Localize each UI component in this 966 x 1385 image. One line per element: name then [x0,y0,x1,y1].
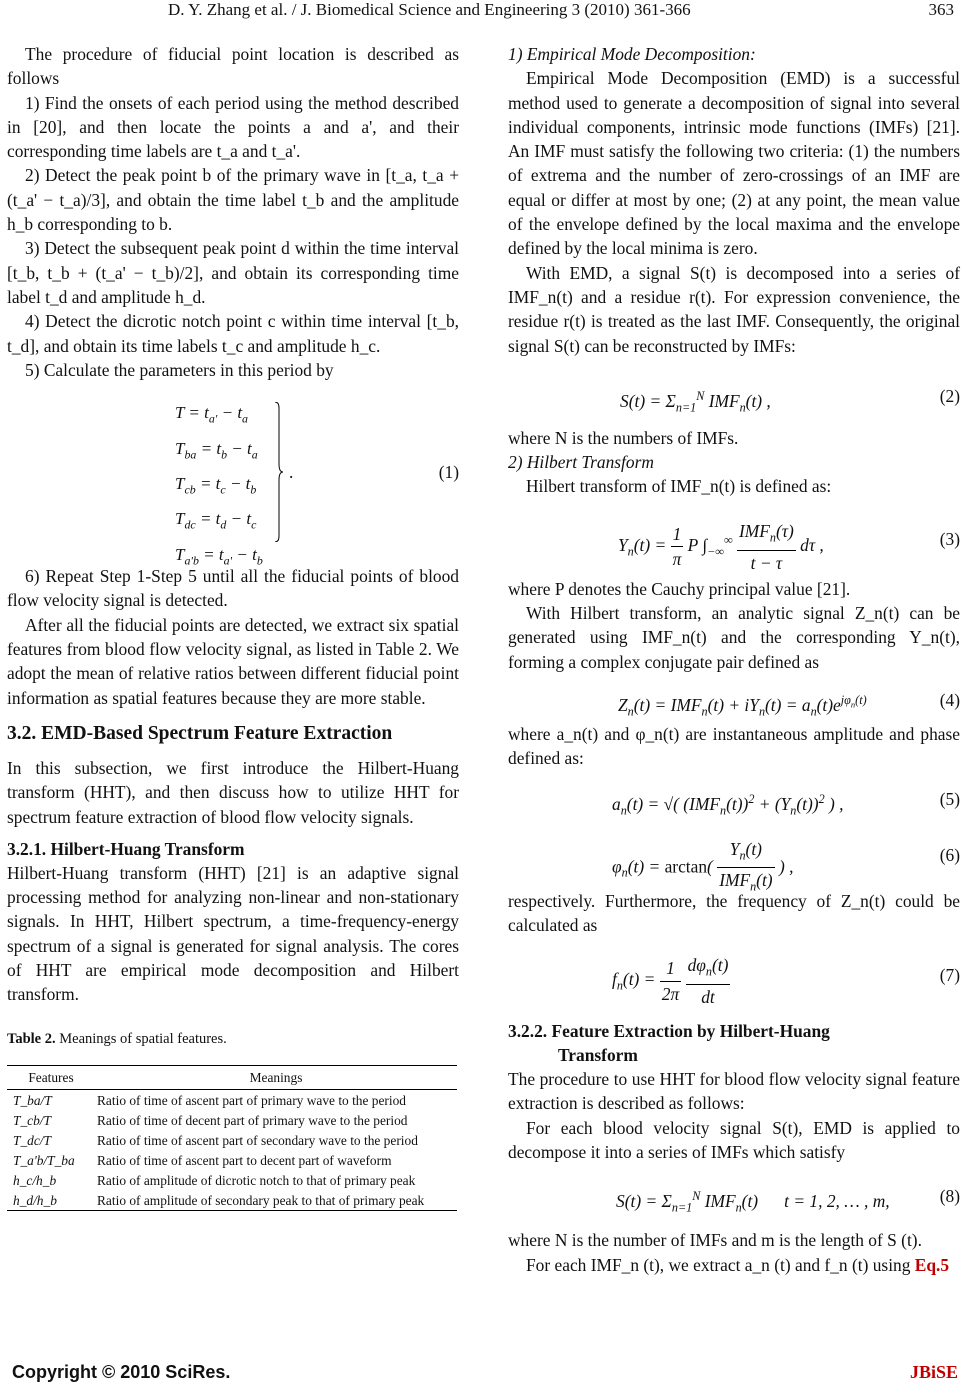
step-2: 2) Detect the peak point b of the primary wave in [t_a, t_a + (t_a' − t_a)/3], and obtain the time label t_b and the amplitude h_b corresponding to b. [7,165,459,235]
equation-5-number: (5) [939,788,960,809]
respectively-paragraph: respectively. Furthermore, the frequency of Z_n(t) could be calculated as [508,890,960,935]
equation-2: $S(t) = \Sigma_{n=1}^N$ $IMF_n(t)$ , (2) [620,385,960,415]
where-n-text: where N is the numbers of IMFs. [508,427,739,448]
feature-cell: h_c/h_b [13,1172,57,1188]
journal-abbreviation: JBiSE [909,1362,958,1382]
meaning-cell: Ratio of time of ascent part of primary wave to the period [97,1092,406,1108]
table-row [7,1110,457,1130]
after-paragraph: After all the fiducial points are detected, we extract six spatial features from blood flow velocity signal, as listed in Table 2. We adopt the mean of relative ratios between different fiducial point information as spatial features because they are more stable. [7,614,459,708]
equation-4-number: (4) [939,689,960,710]
hilbert-heading: 2) Hilbert Transform [508,452,654,473]
table-2-label: Table 2. [7,1030,56,1047]
brace-icon [275,402,283,542]
section-3-2-heading: 3.2. EMD-Based Spectrum Feature Extraction [7,722,393,744]
meaning-cell: Ratio of time of decent part of primary wave to the period [97,1112,408,1128]
left-column [7,42,459,1211]
table-row [7,1150,457,1170]
feature-cell: T_cb/T [13,1112,51,1128]
equation-3: $Y_n(t)$ = $\frac{1}{\pi}$ P $\int_{-\infty}^\infty$ $\frac{IMF_n(\tau)}{t - \tau}$ dτ , (3) [618,520,960,573]
section-3-2-2-heading-line2: Transform [558,1045,638,1066]
equation-8-number: (8) [939,1186,960,1207]
equation-5: $a_n(t)$ = √( $(IMF_n(t))^2 + (Y_n(t))^2$ ) , (5) [612,788,960,817]
emd-paragraph: Empirical Mode Decomposition (EMD) is a successful method used to generate a decomposition of signal into several individual components, intrinsic mode functions (IMFs) [21]. An IMF must satisfy the following two criteria: (1) the numbers of extrema and the number of zero-crossings of an IMF are equal or differ at most by one; (2) at any point, the mean value of the envelope defined by the local maxima and the envelope defined by the local minima is zero. [508,68,960,259]
equation-7-number: (7) [939,965,960,986]
table-row [7,1130,457,1150]
equation-1-number: (1) [438,462,459,483]
last-paragraph-text: For each IMF_n (t), we extract a_n (t) and f_n (t) using [526,1254,911,1275]
last-paragraph [508,1253,960,1277]
table-row [7,1190,457,1211]
equation-6-number: (6) [939,844,960,865]
procedure-paragraph: The procedure to use HHT for blood flow velocity signal feature extraction is described as follows: [508,1069,960,1114]
table-2-caption-text: Meanings of spatial features. [59,1030,227,1047]
table-header-features: Features [7,1065,95,1089]
meaning-cell: Ratio of time of ascent part of secondary wave to the period [97,1132,418,1148]
right-column [508,42,960,1277]
step-3: 3) Detect the subsequent peak point d within the time interval [t_b, t_b + (t_a' − t_b)/2], and obtain its corresponding time label t_d and amplitude h_d. [7,238,459,307]
feature-cell: T_a'b/T_ba [13,1152,75,1168]
feature-cell: T_dc/T [13,1132,51,1148]
hht-paragraph: Hilbert-Huang transform (HHT) [21] is an adaptive signal processing method for analyzing non-linear and non-stationary signals. In HHT, Hilbert spectrum, a time-frequency-energy spectrum of a signal is generated for signal analysis. The cores of HHT are empirical mode decomposition and Hilbert transform. [7,862,459,1005]
section-3-2-2-heading [508,1019,960,1067]
table-2 [7,1065,457,1211]
where-a-text: where a_n(t) and φ_n(t) are instantaneous amplitude and phase defined as: [508,723,960,769]
section-3-2-2-heading-line1: 3.2.2. Feature Extraction by Hilbert-Huang [508,1021,830,1042]
feature-cell: T_ba/T [13,1092,52,1108]
step-4: 4) Detect the dicrotic notch point c within time interval [t_b, t_d], and obtain its time labels t_c and amplitude h_c. [7,311,459,356]
equation-4: $Z_n(t) = IMF_n(t) + iY_n(t) = a_n(t)e^{j\varphi_n(t)}$ (4) [618,689,960,719]
running-header [0,0,966,22]
emd-paragraph-2: With EMD, a signal S(t) is decomposed into a series of IMF_n(t) and a residue r(t). For expression convenience, the residue r(t) is treated as the last IMF. Consequently, the original signal S(t) can be reconstructed by IMFs: [508,262,960,356]
equation-1-lines: $T = t_{a'} - t_a$ $T_{ba} = t_b - t_a$ $T_{cb} = t_c - t_b$ $T_{dc} = t_d - t_c$ $T_{a'b} = t_{a'} - t_b$ [175,403,263,568]
table-row [7,1089,457,1110]
where-p-text: where P denotes the Cauchy principal value [21]. [508,578,851,599]
table-row [7,1170,457,1190]
equation-5-link[interactable]: Eq.5 [914,1254,950,1275]
each-signal-paragraph: For each blood velocity signal S(t), EMD is applied to decompose it into a series of IMFs which satisfy [508,1117,960,1163]
equation-8: $S(t) = \Sigma_{n=1}^N$ $IMF_n(t)$ t = 1, 2, … , m, (8) [616,1186,960,1215]
page-number: 363 [928,0,954,19]
step-5: 5) Calculate the parameters in this period by [25,359,334,380]
table-2-caption [7,1027,459,1051]
equation-2-number: (2) [939,385,960,406]
copyright-text: Copyright © 2010 SciRes. [12,1362,231,1382]
meaning-cell: Ratio of amplitude of dicrotic notch to that of primary peak [97,1172,416,1188]
analytic-signal-paragraph: With Hilbert transform, an analytic signal Z_n(t) can be generated using IMF_n(t) and the corresponding Y_n(t), forming a complex conjugate pair defined as [508,603,960,672]
meaning-cell: Ratio of amplitude of secondary peak to that of primary peak [95,1190,457,1211]
equation-1: $T = t_{a'} - t_a$ $T_{ba} = t_b - t_a$ $T_{cb} = t_c - t_b$ $T_{dc} = t_d - t_c$ $T_{a'b} = t_{a'} - t_b$ . (1) [7,398,459,548]
where-n-m-paragraph: where N is the number of IMFs and m is the length of S (t). [508,1230,922,1251]
emd-heading: 1) Empirical Mode Decomposition: [508,44,756,64]
step-1: 1) Find the onsets of each period using the method described in [20], and then locate the points a and a', and their corresponding time labels are t_a and t_a'. [7,92,459,162]
running-title: D. Y. Zhang et al. / J. Biomedical Science and Engineering 3 (2010) 361-366 [168,0,691,19]
hilbert-paragraph: Hilbert transform of IMF_n(t) is defined as: [526,476,832,497]
equation-7: $f_n(t)$ = $\frac{1}{2\pi}$ $\frac{d\varphi_n(t)}{dt}$ (7) [612,955,960,1007]
meaning-cell: Ratio of time of ascent part to decent part of waveform [97,1152,392,1168]
feature-cell: h_d/h_b [7,1190,95,1211]
table-header-meanings: Meanings [95,1065,457,1089]
section-3-2-paragraph: In this subsection, we first introduce the Hilbert-Huang transform (HHT), and then discuss how to utilize HHT for spectrum feature extraction of blood flow velocity signals. [7,757,459,827]
equation-6: $\varphi_n(t) = \arctan$( $\frac{Y_n(t)}{IMF_n(t)}$ ) , (6) [612,838,960,894]
step-6: 6) Repeat Step 1-Step 5 until all the fiducial points of blood flow velocity signal is detected. [7,566,459,611]
equation-3-number: (3) [939,528,960,549]
intro-paragraph: The procedure of fiducial point location is described as follows [7,44,459,89]
section-3-2-1-heading: 3.2.1. Hilbert-Huang Transform [7,838,245,859]
